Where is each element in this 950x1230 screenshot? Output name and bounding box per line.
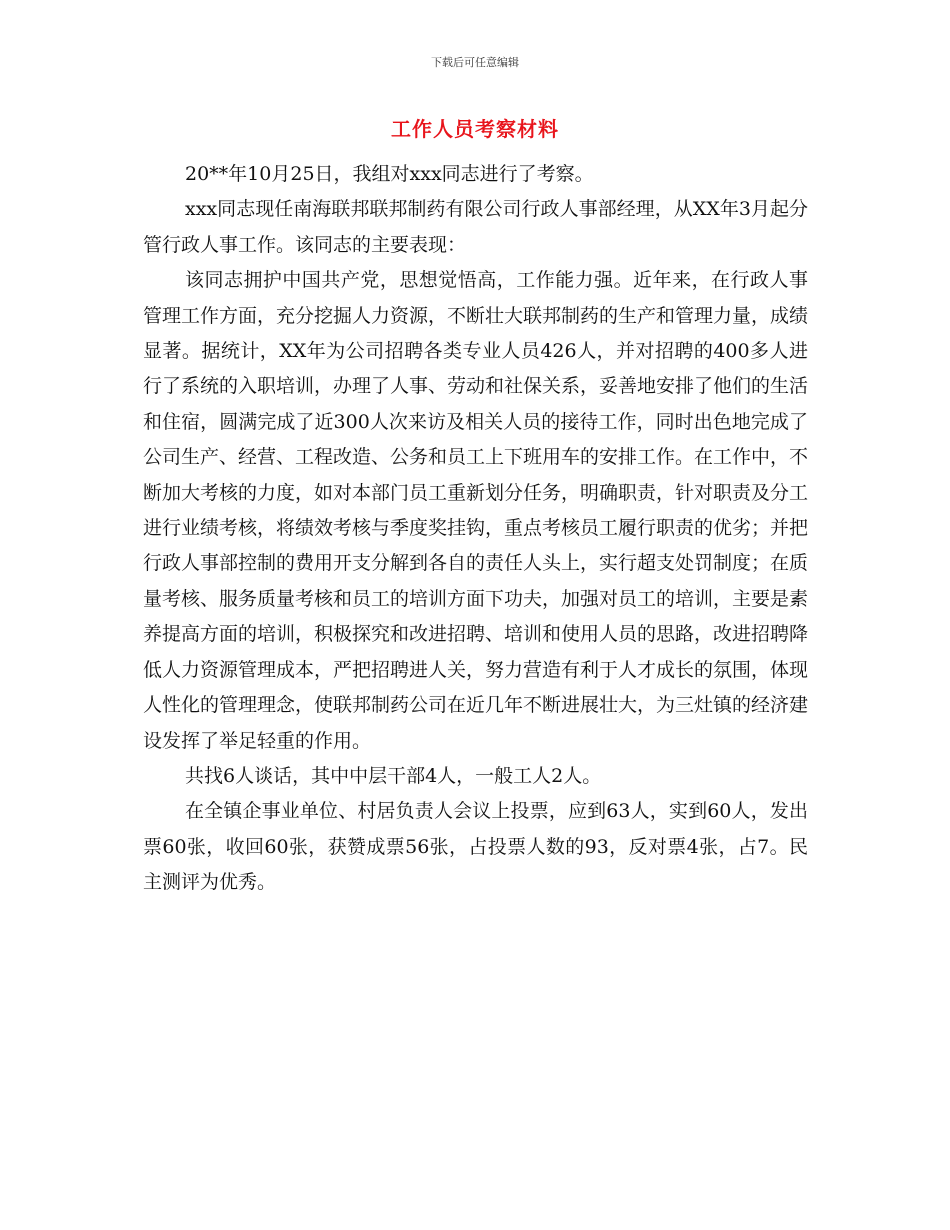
document-title: 工作人员考察材料 <box>391 117 559 141</box>
paragraph-voting: 在全镇企事业单位、村居负责人会议上投票，应到63人，实到60人，发出票60张，收回60张，获赞成票56张，占投票人数的93，反对票4张，占7。民主测评为优秀。 <box>143 800 808 894</box>
header-note: 下载后可任意编辑 <box>431 56 519 69</box>
paragraph-position: xxx同志现任南海联邦联邦制药有限公司行政人事部经理，从XX年3月起分管行政人事工作。该同志的主要表现： <box>143 198 808 256</box>
paragraph-interviews: 共找6人谈话，其中中层干部4人，一般工人2人。 <box>185 764 602 787</box>
paragraph-performance: 该同志拥护中国共产党，思想觉悟高，工作能力强。近年来，在行政人事管理工作方面，充分挖掘人力资源，不断壮大联邦制药的生产和管理力量，成绩显著。据统计，XX年为公司招聘各类专业人员426人，并对招聘的400多人进行了系统的入职培训，办理了人事、劳动和社保关系，妥善地安排了他们的生活和住宿，圆满完成了近300人次来访及相关人员的接待工作，同时出色地完成了公司生产、经营、工程改造、公务和员工上下班用车的安排工作。在工作中，不断加大考核的力度，如对本部门员工重新划分任务，明确职责，针对职责及分工进行业绩考核，将绩效考核与季度奖挂钩，重点考核员工履行职责的优劣；并把行政人事部控制的费用开支分解到各自的责任人头上，实行超支处罚制度；在质量考核、服务质量考核和员工的培训方面下功夫，加强对员工的培训，主要是素养提高方面的培训，积极探究和改进招聘、培训和使用人员的思路，改进招聘降低人力资源管理成本，严把招聘进人关，努力营造有利于人才成长的氛围，体现人性化的管理理念，使联邦制药公司在近几年不断进展壮大，为三灶镇的经济建设发挥了举足轻重的作用。 <box>143 269 809 752</box>
paragraph-date: 20**年10月25日，我组对xxx同志进行了考察。 <box>185 163 594 185</box>
document-body <box>143 157 808 901</box>
